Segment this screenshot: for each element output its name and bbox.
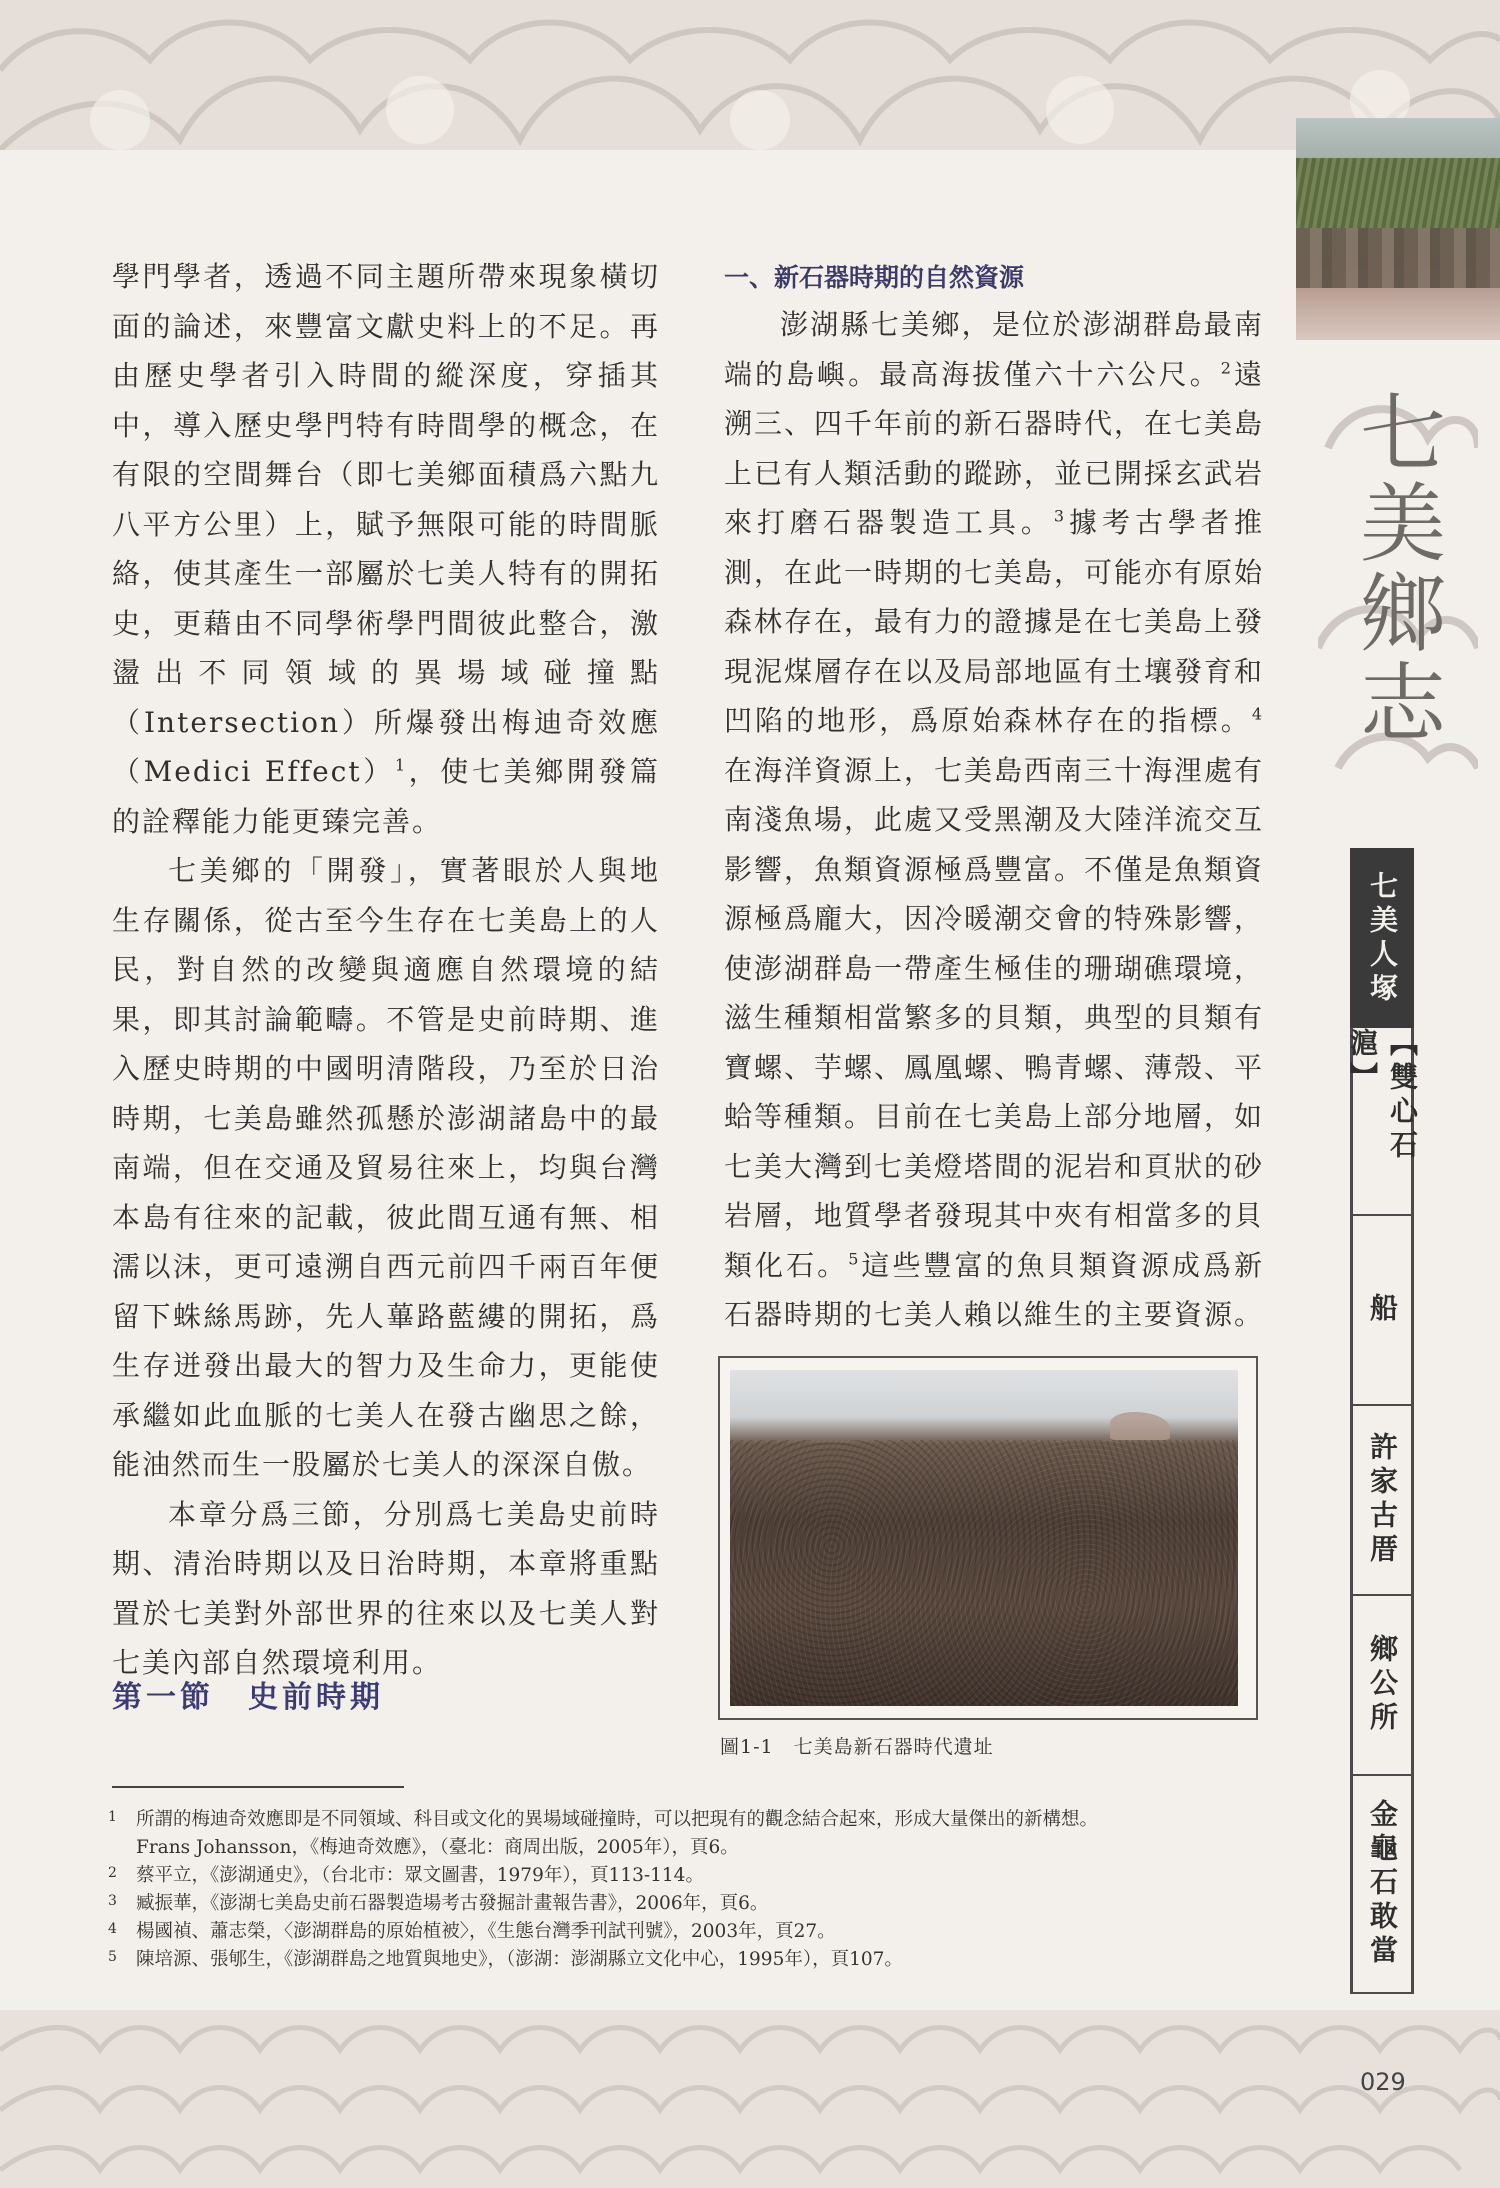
footnote-text: 臧振華，《澎湖七美島史前石器製造場考古發掘計畫報告書》，2006年，頁6。 <box>136 1893 769 1914</box>
paragraph-3: 本章分爲三節，分別爲七美島史前時期、清治時期以及日治時期，本章將重點置於七美對外部世界的往來以及七美人對七美內部自然環境利用。 <box>112 1497 660 1679</box>
tab-twin-hearts-weir[interactable] <box>1346 1028 1419 1216</box>
tab-label: 鄉公所 <box>1366 1634 1399 1736</box>
footnote-text: 蔡平立，《澎湖通史》，（台北市：眾文圖書，1979年），頁113-114。 <box>136 1865 704 1886</box>
neolithic-site-photo <box>730 1370 1238 1706</box>
right-text-2: 遠溯三、四千年前的新石器時代，在七美島上已有人類活動的蹤跡，並已開採玄武岩來打磨石器製造工具。 <box>724 357 1265 539</box>
paragraph-2: 七美鄉的「開發」，實著眼於人與地生存關係，從古至今生存在七美島上的人民，對自然的改變與適應自然環境的結果，即其討論範疇。不管是史前時期、進入歷史時期的中國明清階段，乃至於日治時期，七美島雖然孤懸於澎湖諸島中的最南端，但在交通及貿易往來上，均與台灣本島有往來的記載，彼此間互通有無、相濡以沫，更可遠溯自西元前四千兩百年便留下蛛絲馬跡，先人蓽路藍縷的開拓，爲生存迸發出最大的智力及生命力，更能使承繼如此血脈的七美人在發古幽思之餘，能油然而生一股屬於七美人的深深自傲。 <box>112 854 660 1481</box>
footnote-number: 2 <box>108 1865 117 1881</box>
book-title: 七美鄉志 <box>1345 388 1445 748</box>
left-column <box>112 252 660 1688</box>
footnote-ref-1[interactable]: 1 <box>394 755 408 775</box>
photo-courtyard <box>1296 288 1500 340</box>
figure-caption: 圖1-1 七美島新石器時代遺址 <box>720 1736 994 1758</box>
right-text-1: 澎湖縣七美鄉，是位於澎湖群島最南端的島嶼。最高海拔僅六十六公尺。 <box>724 308 1264 391</box>
tab-label: 【雙心石滬】 <box>1346 1028 1419 1164</box>
footnote-5 <box>108 1946 1298 1974</box>
right-paragraph <box>724 300 1264 1340</box>
footnote-text: 所謂的梅迪奇效應即是不同領域、科目或文化的異場域碰撞時，可以把現有的觀念結合起來，形成大量傑出的新構想。 <box>136 1809 1099 1830</box>
footnote-ref-4[interactable]: 4 <box>1251 704 1264 724</box>
figure-frame <box>718 1356 1258 1720</box>
footnote-4 <box>108 1918 1298 1946</box>
side-tabs <box>1346 848 1419 2008</box>
footnote-ref-2[interactable]: 2 <box>1220 358 1233 378</box>
paragraph-1-text: 學門學者，透過不同主題所帶來現象橫切面的論述，來豐富文獻史料上的不足。再由歷史學者引入時間的縱深度，穿插其中，導入歷史學門特有時間學的概念，在有限的空間舞台（即七美鄉面積爲六點九八平方公里）上，賦予無限可能的時間脈絡，使其產生一部屬於七美人特有的開拓史，更藉由不同學術學門間彼此整合，激盪出不同領域的異場域碰撞點（Intersection）所爆發出梅迪奇效應（Medici Effect） <box>112 260 660 788</box>
photo-grass <box>1296 158 1500 228</box>
tab-label: 船 <box>1366 1293 1399 1327</box>
footnote-ref-3[interactable]: 3 <box>1053 506 1067 526</box>
corner-photo <box>1296 118 1500 340</box>
footnote-number: 3 <box>108 1893 117 1909</box>
footnote-number: 4 <box>108 1921 117 1937</box>
tab-label: 許家古厝 <box>1366 1432 1399 1568</box>
tab-qimei-tomb[interactable] <box>1350 848 1414 1028</box>
paragraph-1-tail: ，使七美鄉開發篇的詮釋能力能更臻完善。 <box>112 755 660 838</box>
photo-rubble-texture <box>730 1440 1238 1706</box>
footnote-divider <box>112 1786 404 1788</box>
section-heading: 一、新石器時期的自然資源 <box>724 263 1025 292</box>
footnote-2 <box>108 1862 1298 1890</box>
footnote-number: 5 <box>108 1949 117 1965</box>
footnotes <box>108 1806 1298 1974</box>
footnote-text: 陳培源、張郇生，《澎湖群島之地質與地史》，（澎湖：澎湖縣立文化中心，1995年），頁107。 <box>136 1949 903 1970</box>
footnote-text: 楊國禎、蕭志榮，〈澎湖群島的原始植被〉，《生態台灣季刊試刊號》，2003年，頁27。 <box>136 1921 836 1942</box>
tab-label: 七美人塚 <box>1366 870 1399 1007</box>
footnote-1 <box>108 1806 1298 1834</box>
right-text-4: 在海洋資源上，七美島西南三十海浬處有南淺魚場，此處又受黑潮及大陸洋流交互影響，魚類資源極爲豐富。不僅是魚類資源極爲龐大，因冷暖潮交會的特殊影響，使澎湖群島一帶產生極佳的珊瑚礁環境，滋生種類相當繁多的貝類，典型的貝類有寶螺、芋螺、鳳凰螺、鴨青螺、薄殼、平蛤等種類。目前在七美島上部分地層，如七美大灣到七美燈塔間的泥岩和頁狀的砂岩層，地質學者發現其中夾有相當多的貝類化石。 <box>724 753 1265 1282</box>
photo-stone-wall <box>1296 228 1500 288</box>
tab-xu-family-house[interactable] <box>1350 1406 1414 1596</box>
tab-township-office[interactable] <box>1350 1596 1414 1776</box>
right-column <box>724 300 1264 1340</box>
tab-boat[interactable] <box>1350 1216 1414 1406</box>
right-text-3: 據考古學者推測，在此一時期的七美島，可能亦有原始森林存在，最有力的證據是在七美島上發現泥煤層存在以及局部地區有土壤發育和凹陷的地形，爲原始森林存在的指標。 <box>724 506 1265 737</box>
paragraph-1 <box>112 252 660 846</box>
chapter-heading: 第一節 史前時期 <box>112 1680 384 1715</box>
tab-stone-talisman[interactable] <box>1350 1776 1414 1994</box>
bottom-wave-ornament <box>0 2010 1500 2188</box>
footnote-ref-5[interactable]: 5 <box>848 1249 861 1269</box>
footnote-1-continued: Frans Johansson，《梅迪奇效應》，（臺北：商周出版，2005年），頁6。 <box>136 1837 739 1858</box>
photo-distant-rocks <box>1110 1412 1170 1440</box>
page-number: 029 <box>1360 2068 1406 2096</box>
top-cloud-ornament <box>0 0 1500 175</box>
right-text-5: 這些豐富的魚貝類資源成爲新石器時期的七美人賴以維生的主要資源。 <box>724 1248 1265 1331</box>
footnote-number: 1 <box>108 1809 117 1825</box>
tab-label: 金龜石敢當 <box>1366 1799 1399 1969</box>
footnote-3 <box>108 1890 1298 1918</box>
book-title-block <box>1318 388 1478 788</box>
